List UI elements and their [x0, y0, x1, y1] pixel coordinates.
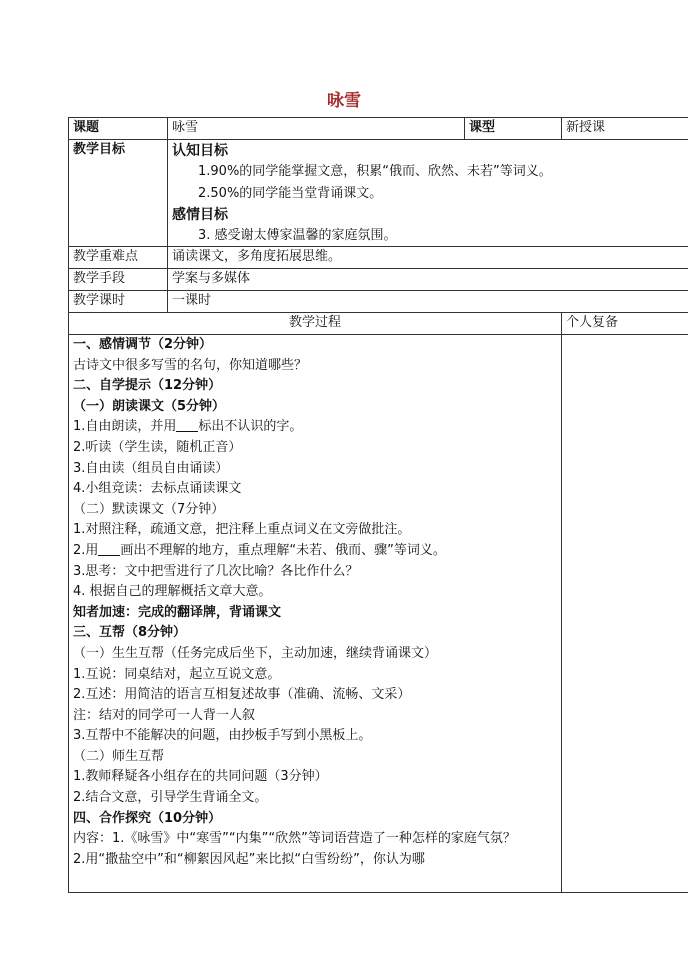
paragraph: 1.互说：同桌结对，起立互说文意。 [73, 666, 281, 682]
value-course-title: 咏雪 [168, 118, 465, 140]
section-heading: 四、合作探究（10分钟） [73, 810, 222, 826]
subsection-heading: （二）默读课文（7分钟） [73, 501, 225, 517]
label-hours: 教学课时 [69, 291, 168, 313]
subsection-heading: （一）朗读课文（5分钟） [73, 398, 226, 414]
paragraph: 2.用“撒盐空中”和“柳絮因风起”来比拟“白雪纷纷”，你认为哪 [73, 851, 425, 867]
accelerate-note: 知者加速：完成的翻译牌，背诵课文 [73, 604, 282, 620]
personal-notes-cell [562, 335, 688, 893]
paragraph [73, 417, 557, 438]
row-course [69, 118, 688, 140]
document-title: 咏雪 [327, 91, 361, 111]
text-part: 1.自由朗读，并用 [73, 419, 177, 435]
label-goals: 教学目标 [69, 140, 168, 247]
section-heading: 三、互帮（8分钟） [73, 625, 187, 641]
section-heading: 二、自学提示（12分钟） [73, 378, 222, 394]
lesson-plan-table [68, 117, 688, 893]
row-process-body [69, 335, 688, 893]
value-means: 学案与多媒体 [168, 269, 688, 291]
emotion-item: 3. 感受谢太傅家温馨的家庭氛围。 [198, 228, 397, 243]
paragraph: 2.听读（学生读，随机正音） [73, 439, 242, 455]
value-course-type: 新授课 [562, 118, 688, 140]
paragraph: 2.结合文意，引导学生背诵全文。 [73, 790, 268, 806]
paragraph: 3.自由读（组员自由诵读） [73, 460, 229, 476]
label-means: 教学手段 [69, 269, 168, 291]
paragraph: 注：结对的同学可一人背一人叙 [73, 707, 256, 723]
row-process-header [69, 313, 688, 335]
cognitive-item: 2.50%的同学能当堂背诵课文。 [198, 186, 383, 201]
label-key-points: 教学重难点 [69, 247, 168, 269]
paragraph: 内容：1.《咏雪》中“寒雪”“内集”“欣然”等词语营造了一种怎样的家庭气氛？ [73, 831, 516, 847]
emotion-heading: 感情目标 [172, 207, 228, 223]
paragraph: 古诗文中很多写雪的名句，你知道哪些？ [73, 357, 308, 373]
value-hours: 一课时 [168, 291, 688, 313]
paragraph: 1.对照注释，疏通文意，把注释上重点词义在文旁做批注。 [73, 522, 411, 538]
text-part: 画出不理解的地方，重点理解“未若、俄而、骤”等词义。 [120, 542, 446, 558]
process-content [69, 335, 562, 893]
row-hours [69, 291, 688, 313]
cognitive-item: 1.90%的同学能掌握文意，积累“俄而、欣然、未若”等词义。 [198, 164, 552, 179]
text-part: 标出不认识的字。 [198, 419, 303, 435]
row-goals [69, 140, 688, 247]
label-course-title: 课题 [69, 118, 168, 140]
paragraph: 2.互述：用简洁的语言互相复述故事（准确、流畅、文采） [73, 687, 411, 703]
section-heading: 一、感情调节（2分钟） [73, 337, 213, 352]
text-part: 2.用 [73, 542, 99, 558]
row-means [69, 269, 688, 291]
blank-line [176, 418, 198, 432]
paragraph: 3.互帮中不能解决的问题，由抄板手写到小黑板上。 [73, 728, 372, 744]
row-key-points [69, 247, 688, 269]
goals-cell [168, 140, 688, 247]
value-key-points: 诵读课文，多角度拓展思维。 [168, 247, 688, 269]
paragraph: 1.教师释疑各小组存在的共同问题（3分钟） [73, 769, 328, 785]
subsection-heading: （一）生生互帮（任务完成后坐下，主动加速，继续背诵课文） [73, 645, 438, 661]
paragraph: 3.思考：文中把雪进行了几次比喻？各比作什么？ [73, 563, 359, 579]
paragraph [73, 541, 557, 562]
cognitive-heading: 认知目标 [172, 143, 228, 159]
subsection-heading: （二）师生互帮 [73, 748, 165, 764]
process-header: 教学过程 [69, 313, 562, 335]
personal-header: 个人复备 [562, 313, 688, 335]
paragraph: 4.小组竞读：去标点诵读课文 [73, 481, 242, 497]
label-course-type: 课型 [465, 118, 562, 140]
paragraph: 4. 根据自己的理解概括文章大意。 [73, 584, 272, 600]
blank-line [98, 542, 120, 556]
